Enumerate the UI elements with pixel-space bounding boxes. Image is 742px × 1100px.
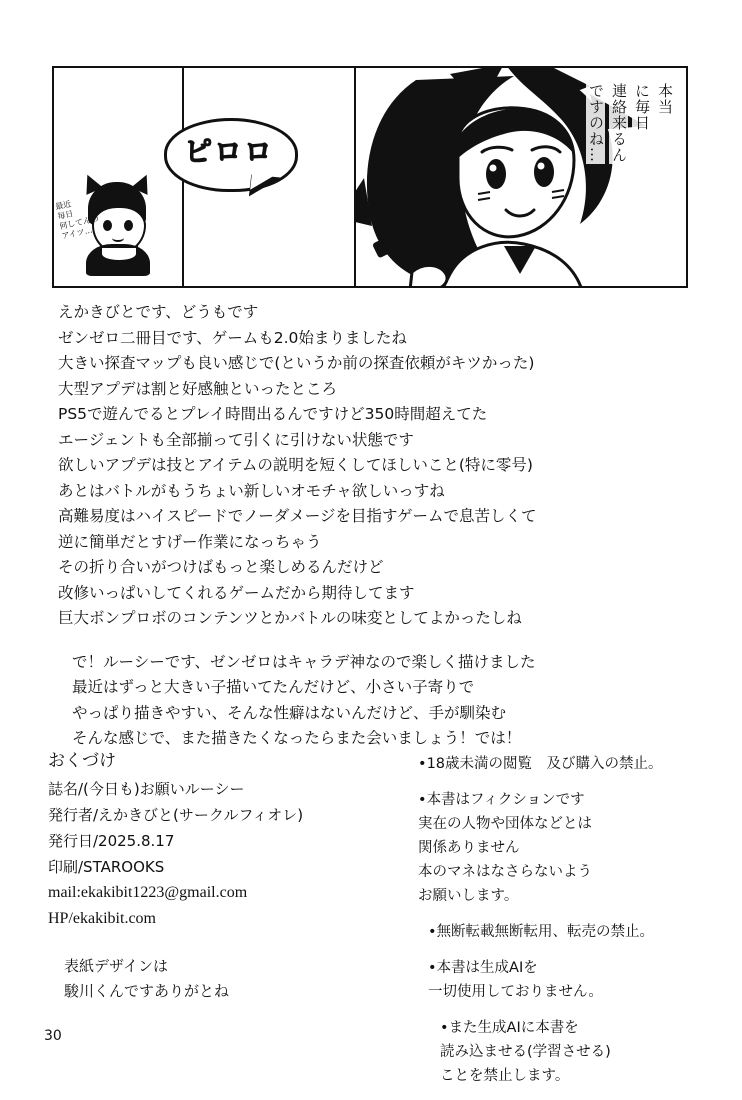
- vertical-speech-text: [416, 82, 674, 164]
- afterword-line: PS5で遊んでるとプレイ時間出るんですけど350時間超えてた: [58, 405, 488, 423]
- notice-line: ことを禁止します。: [440, 1068, 570, 1084]
- vertical-line-2: に毎日: [632, 82, 651, 164]
- comic-panel: [52, 66, 688, 288]
- mouth-shape: [112, 234, 124, 242]
- notice-line: 本のマネはなさらないよう: [418, 864, 592, 880]
- afterword-line: エージェントも全部揃って引くに引けない状態です: [58, 430, 414, 449]
- bullet-icon: •: [418, 756, 427, 772]
- cover-design-credit: [48, 954, 388, 1004]
- notice-fiction-disclaimer: [418, 788, 718, 908]
- colophon-line-printer: 印刷/STAROOKS: [48, 858, 165, 876]
- colophon-website: HP/ekakibit.com: [48, 910, 156, 927]
- afterword-line: で！ルーシーです、ゼンゼロはキャラデ神なので楽しく描けました: [72, 652, 536, 671]
- notices-block: [418, 752, 718, 1100]
- sound-effect-text: ピロロ: [183, 135, 274, 168]
- notice-reproduction-ban: [418, 920, 718, 944]
- notice-line: 実在の人物や団体などとは: [418, 816, 592, 832]
- vertical-line-4: ですのね…: [587, 83, 605, 163]
- afterword-line: あとはバトルがもうちょい新しいオモチャ欲しいっすね: [58, 481, 445, 500]
- cover-credit-line: 表紙デザインは: [64, 957, 168, 975]
- handwritten-note: 最近 毎日 何してんの アイツ…: [54, 199, 100, 241]
- colophon-line-title: 誌名/(今日も)お願いルーシー: [48, 780, 245, 798]
- afterword-text: [58, 300, 698, 752]
- notice-line: 無断転載無断転用、転売の禁止。: [436, 924, 655, 940]
- colophon-email: mail:ekakibit1223@gmail.com: [48, 884, 248, 901]
- colophon-heading: おくづけ: [48, 751, 116, 771]
- afterword-paragraph-2: [58, 650, 698, 752]
- cover-credit-line: 駿川くんですありがとね: [64, 982, 230, 1000]
- vertical-line-3: 連絡来るん: [610, 83, 628, 163]
- collar-shape: [100, 246, 138, 262]
- afterword-line: ゼンゼロ二冊目です、ゲームも2.0始まりましたね: [58, 328, 407, 347]
- bullet-icon: •: [428, 960, 437, 976]
- colophon-line-author: 発行者/えかきびと(サークルフィオレ): [48, 806, 304, 824]
- notice-line: お願いします。: [418, 888, 519, 904]
- bullet-icon: •: [418, 792, 427, 808]
- colophon-block: [48, 748, 388, 1004]
- afterword-line: 高難易度はハイスピードでノーダメージを目指すゲームで息苦しくて: [58, 507, 537, 525]
- notice-age-restriction: [418, 752, 718, 776]
- afterword-line: そんな感じで、また描きたくなったらまた会いましょう！では！: [72, 729, 522, 747]
- afterword-line: 大型アプデは割と好感触といったところ: [58, 379, 338, 398]
- afterword-line: その折り合いがつけばもっと楽しめるんだけど: [58, 558, 384, 576]
- colophon-line-date: 発行日/2025.8.17: [48, 832, 175, 850]
- speech-bubble-tail-inner: [250, 173, 275, 192]
- afterword-line: 改修いっぱいしてくれるゲームだから期待してます: [58, 583, 415, 602]
- afterword-line: やっぱり描きやすい、そんな性癖はないんだけど、手が馴染む: [72, 703, 507, 722]
- notice-no-ai-training: [418, 1016, 718, 1088]
- notice-line: 関係ありません: [418, 840, 520, 856]
- notice-line: 18歳未満の閲覧 及び購入の禁止。: [426, 756, 663, 772]
- notice-line: 読み込ませる(学習させる): [440, 1044, 611, 1060]
- bullet-icon: •: [440, 1020, 449, 1036]
- notice-no-generative-ai: [418, 956, 718, 1004]
- afterword-paragraph-1: [58, 300, 698, 632]
- bullet-icon: •: [428, 924, 437, 940]
- afterword-line: 大きい探査マップも良い感じで(というか前の探査依頼がキツかった): [58, 354, 535, 372]
- eye-right-shape: [124, 220, 133, 231]
- afterword-line: 巨大ボンプロボのコンテンツとかバトルの味変としてよかったしね: [58, 609, 522, 627]
- notice-line: 本書は生成AIを: [436, 960, 538, 976]
- notice-line: 一切使用しておりません。: [428, 984, 603, 1000]
- afterword-line: えかきびとです、どうもです: [58, 303, 259, 321]
- afterword-line: 逆に簡単だとすげー作業になっちゃう: [58, 532, 322, 551]
- notice-line: 本書はフィクションです: [426, 792, 585, 808]
- afterword-line: 欲しいアプデは技とアイテムの説明を短くしてほしいこと(特に零号): [58, 456, 533, 474]
- notice-line: また生成AIに本書を: [448, 1020, 579, 1036]
- afterword-line: 最近はずっと大きい子描いてたんだけど、小さい子寄りで: [72, 678, 475, 696]
- vertical-line-1: 本当: [655, 82, 674, 164]
- page-number: 30: [44, 1028, 62, 1044]
